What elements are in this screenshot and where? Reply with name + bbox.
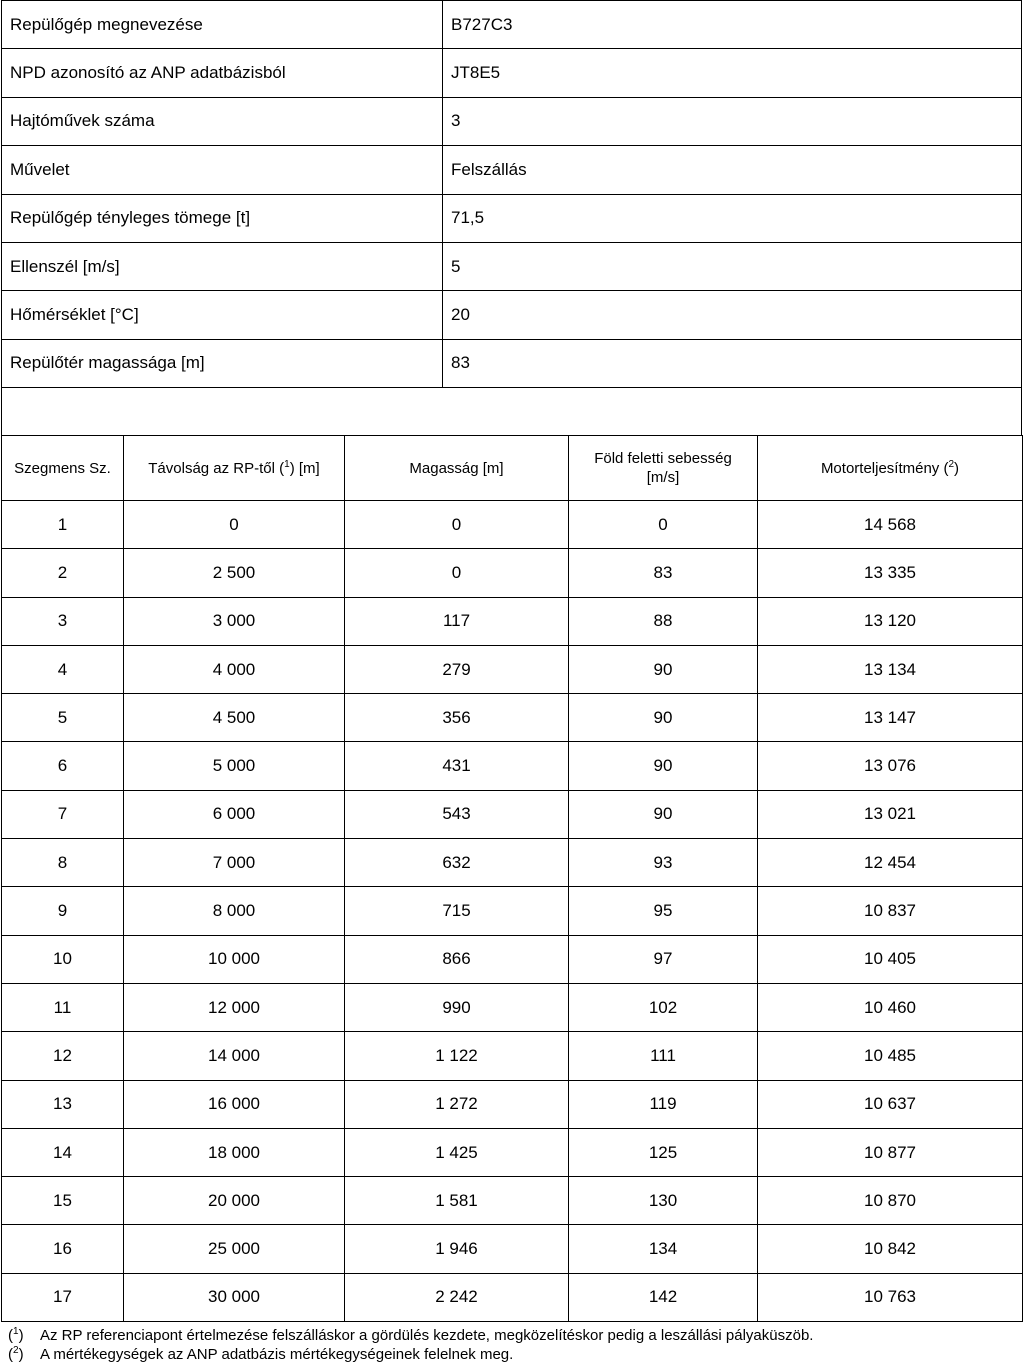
- info-label: NPD azonosító az ANP adatbázisból: [2, 49, 443, 97]
- height-cell: 866: [345, 935, 569, 983]
- header-height: [345, 436, 569, 501]
- distance-cell: 3 000: [124, 597, 345, 645]
- footnote-marker: [8, 1326, 40, 1345]
- speed-cell: 102: [569, 983, 758, 1031]
- table-row: [2, 1032, 1023, 1080]
- power-cell: 13 120: [758, 597, 1023, 645]
- info-label: Repülőtér magassága [m]: [2, 339, 443, 387]
- segment-cell: 6: [2, 742, 124, 790]
- distance-cell: 4 500: [124, 694, 345, 742]
- footnote-marker-close: ): [18, 1346, 24, 1363]
- info-row: [2, 291, 1022, 339]
- table-row: [2, 1128, 1023, 1176]
- table-row: [2, 887, 1023, 935]
- distance-cell: 20 000: [124, 1177, 345, 1225]
- segment-cell: 7: [2, 790, 124, 838]
- power-cell: 10 842: [758, 1225, 1023, 1273]
- speed-cell: 88: [569, 597, 758, 645]
- height-cell: 279: [345, 645, 569, 693]
- power-cell: 10 485: [758, 1032, 1023, 1080]
- power-cell: 10 637: [758, 1080, 1023, 1128]
- segment-cell: 16: [2, 1225, 124, 1273]
- distance-cell: 0: [124, 501, 345, 549]
- power-cell: 10 763: [758, 1273, 1023, 1321]
- info-value: 71,5: [443, 194, 1022, 242]
- footnote-ref-2: 2: [948, 458, 955, 470]
- table-row: [2, 790, 1023, 838]
- distance-cell: 4 000: [124, 645, 345, 693]
- info-value: Felszállás: [443, 146, 1022, 194]
- flight-profile-table: [1, 435, 1023, 1322]
- segment-cell: 2: [2, 549, 124, 597]
- info-row: [2, 146, 1022, 194]
- info-value: JT8E5: [443, 49, 1022, 97]
- header-power: [758, 436, 1023, 501]
- height-cell: 715: [345, 887, 569, 935]
- header-power-text: Motorteljesítmény (: [820, 459, 949, 477]
- power-cell: 10 405: [758, 935, 1023, 983]
- spacer-cell: [2, 388, 1022, 436]
- height-cell: 117: [345, 597, 569, 645]
- table-row: [2, 645, 1023, 693]
- speed-cell: 111: [569, 1032, 758, 1080]
- height-cell: 1 122: [345, 1032, 569, 1080]
- segment-cell: 3: [2, 597, 124, 645]
- footnote: [8, 1326, 1018, 1345]
- aircraft-info-table: [1, 0, 1022, 436]
- info-row: [2, 242, 1022, 290]
- speed-cell: 134: [569, 1225, 758, 1273]
- segment-cell: 5: [2, 694, 124, 742]
- header-distance-text: Távolság az RP-től (: [148, 459, 285, 477]
- distance-cell: 18 000: [124, 1128, 345, 1176]
- info-label: Hajtóművek száma: [2, 97, 443, 145]
- speed-cell: 90: [569, 790, 758, 838]
- table-row: [2, 694, 1023, 742]
- info-row: [2, 339, 1022, 387]
- table-row: [2, 1225, 1023, 1273]
- speed-cell: 125: [569, 1128, 758, 1176]
- height-cell: 1 425: [345, 1128, 569, 1176]
- speed-cell: 90: [569, 742, 758, 790]
- height-cell: 1 272: [345, 1080, 569, 1128]
- power-cell: 14 568: [758, 501, 1023, 549]
- speed-cell: 97: [569, 935, 758, 983]
- footnote-marker-number: 2: [13, 1345, 19, 1356]
- segment-cell: 10: [2, 935, 124, 983]
- distance-cell: 5 000: [124, 742, 345, 790]
- distance-cell: 10 000: [124, 935, 345, 983]
- segment-cell: 1: [2, 501, 124, 549]
- header-segment-text: Szegmens Sz.: [14, 459, 111, 477]
- table-row: [2, 983, 1023, 1031]
- table-row: [2, 501, 1023, 549]
- power-cell: 10 460: [758, 983, 1023, 1031]
- power-cell: 13 134: [758, 645, 1023, 693]
- distance-cell: 2 500: [124, 549, 345, 597]
- header-distance-unit: ) [m]: [289, 459, 320, 477]
- info-label: Ellenszél [m/s]: [2, 242, 443, 290]
- power-cell: 12 454: [758, 839, 1023, 887]
- speed-cell: 90: [569, 645, 758, 693]
- height-cell: 990: [345, 983, 569, 1031]
- speed-cell: 119: [569, 1080, 758, 1128]
- segment-cell: 15: [2, 1177, 124, 1225]
- speed-cell: 0: [569, 501, 758, 549]
- power-cell: 13 335: [758, 549, 1023, 597]
- footnote-marker-open: (: [8, 1327, 13, 1344]
- info-row: [2, 49, 1022, 97]
- distance-cell: 16 000: [124, 1080, 345, 1128]
- info-value: 3: [443, 97, 1022, 145]
- header-height-text: Magasság [m]: [409, 459, 504, 477]
- distance-cell: 6 000: [124, 790, 345, 838]
- distance-cell: 14 000: [124, 1032, 345, 1080]
- height-cell: 1 581: [345, 1177, 569, 1225]
- height-cell: 0: [345, 501, 569, 549]
- speed-cell: 93: [569, 839, 758, 887]
- segment-cell: 12: [2, 1032, 124, 1080]
- table-row: [2, 1177, 1023, 1225]
- table-row: [2, 549, 1023, 597]
- distance-cell: 12 000: [124, 983, 345, 1031]
- info-value: 5: [443, 242, 1022, 290]
- table-header-row: [2, 436, 1023, 501]
- header-speed-text: Föld feletti sebesség: [594, 450, 732, 467]
- table-row: [2, 935, 1023, 983]
- height-cell: 356: [345, 694, 569, 742]
- footnote: [8, 1345, 1018, 1364]
- footnote-marker-close: ): [18, 1327, 24, 1344]
- power-cell: 10 837: [758, 887, 1023, 935]
- header-speed-unit: [m/s]: [646, 469, 680, 486]
- spacer-row: [2, 388, 1022, 436]
- segment-cell: 4: [2, 645, 124, 693]
- footnote-text: A mértékegységek az ANP adatbázis mértékegységeinek felelnek meg.: [40, 1346, 514, 1363]
- distance-cell: 8 000: [124, 887, 345, 935]
- table-row: [2, 1273, 1023, 1321]
- speed-cell: 83: [569, 549, 758, 597]
- speed-cell: 142: [569, 1273, 758, 1321]
- height-cell: 431: [345, 742, 569, 790]
- speed-cell: 130: [569, 1177, 758, 1225]
- table-row: [2, 597, 1023, 645]
- height-cell: 1 946: [345, 1225, 569, 1273]
- segment-cell: 9: [2, 887, 124, 935]
- info-label: Repülőgép megnevezése: [2, 1, 443, 49]
- power-cell: 10 877: [758, 1128, 1023, 1176]
- info-row: [2, 97, 1022, 145]
- power-cell: 13 076: [758, 742, 1023, 790]
- speed-cell: 90: [569, 694, 758, 742]
- info-row: [2, 1, 1022, 49]
- footnote-text: Az RP referenciapont értelmezése felszálláskor a gördülés kezdete, megközelítéskor pedig a leszállási pályaküszöb.: [40, 1327, 814, 1344]
- height-cell: 2 242: [345, 1273, 569, 1321]
- footnote-marker-open: (: [8, 1346, 13, 1363]
- speed-cell: 95: [569, 887, 758, 935]
- power-cell: 13 021: [758, 790, 1023, 838]
- info-label: Hőmérséklet [°C]: [2, 291, 443, 339]
- table-row: [2, 1080, 1023, 1128]
- distance-cell: 25 000: [124, 1225, 345, 1273]
- footnotes: [8, 1326, 1018, 1364]
- info-label: Repülőgép tényleges tömege [t]: [2, 194, 443, 242]
- segment-cell: 11: [2, 983, 124, 1031]
- height-cell: 543: [345, 790, 569, 838]
- footnote-marker: [8, 1345, 40, 1364]
- header-distance: [124, 436, 345, 501]
- header-segment: [2, 436, 124, 501]
- segment-cell: 14: [2, 1128, 124, 1176]
- footnote-ref-1: 1: [284, 458, 290, 470]
- table-row: [2, 839, 1023, 887]
- distance-cell: 7 000: [124, 839, 345, 887]
- info-value: 20: [443, 291, 1022, 339]
- distance-cell: 30 000: [124, 1273, 345, 1321]
- header-speed: [569, 436, 758, 501]
- power-cell: 13 147: [758, 694, 1023, 742]
- info-row: [2, 194, 1022, 242]
- height-cell: 632: [345, 839, 569, 887]
- height-cell: 0: [345, 549, 569, 597]
- info-value: B727C3: [443, 1, 1022, 49]
- segment-cell: 17: [2, 1273, 124, 1321]
- table-row: [2, 742, 1023, 790]
- info-value: 83: [443, 339, 1022, 387]
- segment-cell: 8: [2, 839, 124, 887]
- header-power-close: ): [954, 459, 960, 477]
- footnote-marker-number: 1: [13, 1326, 19, 1337]
- info-label: Művelet: [2, 146, 443, 194]
- power-cell: 10 870: [758, 1177, 1023, 1225]
- segment-cell: 13: [2, 1080, 124, 1128]
